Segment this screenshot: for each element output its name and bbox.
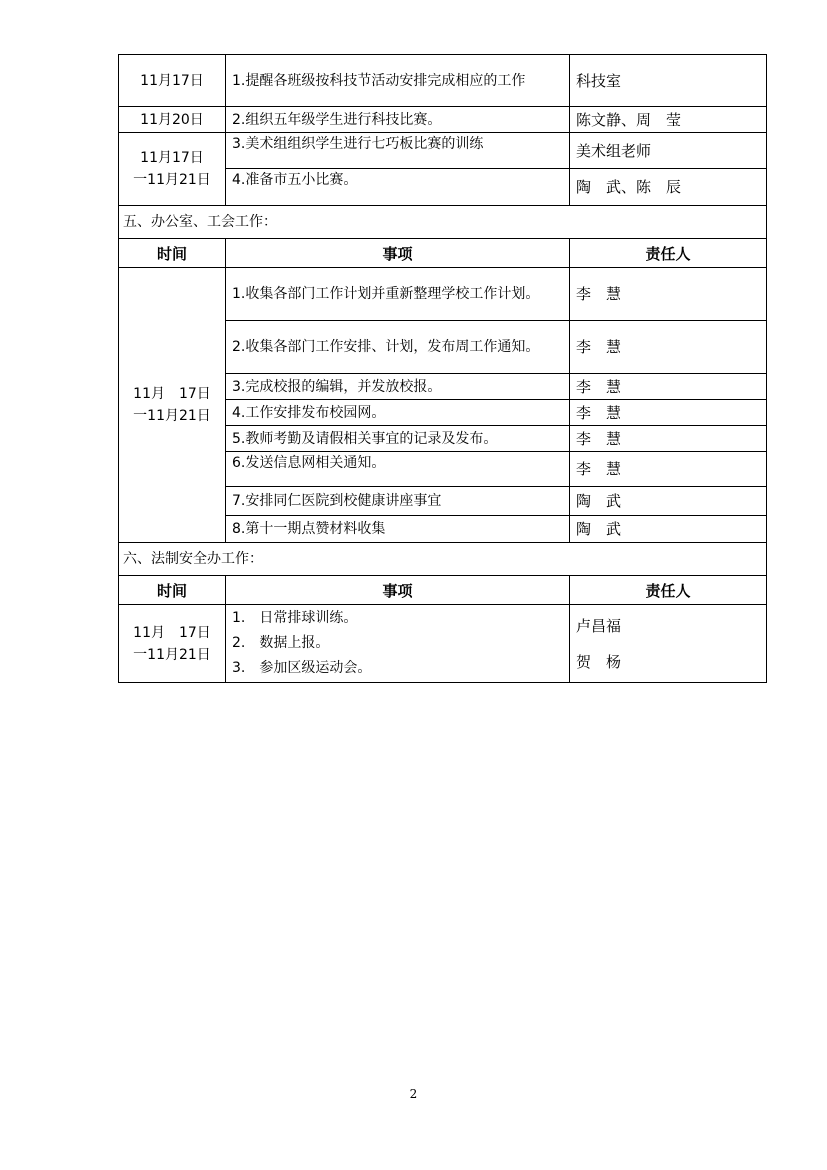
list-item: 2. 数据上报。: [232, 635, 330, 651]
item-cell: 2.组织五年级学生进行科技比赛。: [226, 107, 570, 133]
header-person: 责任人: [570, 239, 767, 268]
time-text: 一11月21日: [133, 408, 211, 424]
time-text: 一11月21日: [133, 646, 211, 663]
list-item: 3. 参加区级运动会。: [232, 660, 372, 676]
section-six-title: 六、法制安全办工作：: [119, 543, 767, 576]
person-cell: [570, 605, 767, 683]
table-row: [119, 55, 767, 107]
person-cell: 美术组老师: [570, 133, 767, 169]
header-time: 时间: [119, 576, 226, 605]
time-cell: [119, 133, 226, 206]
table-row: [119, 107, 767, 133]
person-cell: 陈文静、周 莹: [570, 107, 767, 133]
list-item: 1. 日常排球训练。: [232, 610, 358, 626]
time-cell: [119, 55, 226, 107]
person-name: 卢昌福: [576, 616, 622, 635]
spacer: [576, 637, 760, 651]
table-row: [119, 268, 767, 321]
person-cell: 李 慧: [570, 426, 767, 452]
person-cell: 陶 武: [570, 516, 767, 543]
header-time: 时间: [119, 239, 226, 268]
item-cell: 1.提醒各班级按科技节活动安排完成相应的工作: [226, 55, 570, 107]
item-cell: 7.安排同仁医院到校健康讲座事宜: [226, 487, 570, 516]
time-text: 11月17日: [140, 150, 204, 166]
time-cell: [119, 605, 226, 683]
time-text: 11月 17日: [133, 624, 211, 641]
page-number: 2: [409, 1087, 418, 1101]
person-cell: 陶 武: [570, 487, 767, 516]
time-text: 11月 17日: [133, 386, 211, 402]
item-cell: [226, 605, 570, 683]
item-cell: 4.准备市五小比赛。: [226, 169, 570, 206]
item-cell: 8.第十一期点赞材料收集: [226, 516, 570, 543]
item-cell: 1.收集各部门工作计划并重新整理学校工作计划。: [226, 268, 570, 321]
header-row: [119, 239, 767, 268]
section-title-row: [119, 543, 767, 576]
header-person: 责任人: [570, 576, 767, 605]
header-item: 事项: [226, 576, 570, 605]
item-cell: 3.美术组组织学生进行七巧板比赛的训练: [226, 133, 570, 169]
item-cell: 6.发送信息网相关通知。: [226, 452, 570, 487]
schedule-table: [118, 54, 767, 683]
person-cell: 李 慧: [570, 400, 767, 426]
table-row: [119, 605, 767, 683]
item-cell: 4.工作安排发布校园网。: [226, 400, 570, 426]
person-cell: 李 慧: [570, 321, 767, 374]
person-name: 贺 杨: [576, 652, 622, 671]
time-text: 11月20日: [140, 111, 204, 128]
person-cell: 李 慧: [570, 374, 767, 400]
person-cell: 陶 武、陈 辰: [570, 169, 767, 206]
person-cell: 李 慧: [570, 452, 767, 487]
header-row: [119, 576, 767, 605]
section-title-row: [119, 206, 767, 239]
time-cell: [119, 268, 226, 543]
item-cell: 5.教师考勤及请假相关事宜的记录及发布。: [226, 426, 570, 452]
item-cell: 2.收集各部门工作安排、计划，发布周工作通知。: [226, 321, 570, 374]
table-row: [119, 133, 767, 169]
time-text: 一11月21日: [133, 172, 211, 188]
section-five-title: 五、办公室、工会工作：: [119, 206, 767, 239]
person-cell: 科技室: [570, 55, 767, 107]
time-cell: [119, 107, 226, 133]
item-cell: 3.完成校报的编辑，并发放校报。: [226, 374, 570, 400]
time-text: 11月17日: [140, 72, 204, 89]
person-cell: 李 慧: [570, 268, 767, 321]
header-item: 事项: [226, 239, 570, 268]
